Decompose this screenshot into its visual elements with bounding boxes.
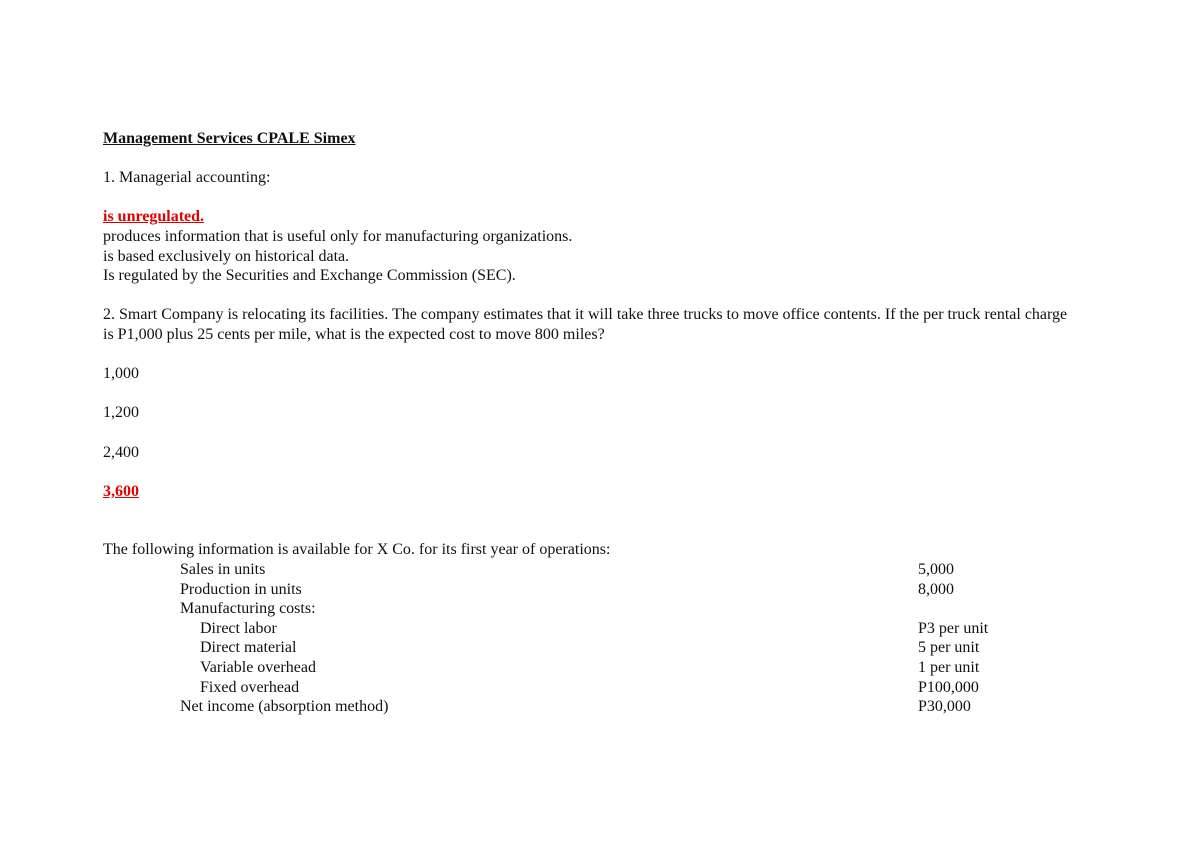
- question-2-option: 1,000: [103, 365, 139, 383]
- spacer: [103, 188, 1083, 208]
- question-2-option: 2,400: [103, 443, 139, 461]
- question-1-option: Is regulated by the Securities and Exchange Commission (SEC).: [103, 267, 516, 285]
- info-label: Manufacturing costs:: [180, 600, 316, 618]
- spacer: [103, 286, 1083, 306]
- question-1-option: is based exclusively on historical data.: [103, 247, 350, 265]
- spacer: [103, 521, 1083, 541]
- info-value: [918, 599, 1038, 619]
- spacer: [103, 501, 1083, 521]
- info-value: 5 per unit: [918, 639, 980, 657]
- info-label: Production in units: [180, 580, 302, 598]
- question-2-option: 1,200: [103, 404, 139, 422]
- table-row: [180, 599, 1038, 619]
- info-label: Net income (absorption method): [180, 698, 389, 716]
- info-label: Sales in units: [180, 561, 266, 579]
- table-row: [180, 580, 1038, 600]
- info-value: 1 per unit: [918, 659, 980, 677]
- info-value: P100,000: [918, 678, 979, 696]
- table-row: [180, 638, 1038, 658]
- info-label: Fixed overhead: [200, 678, 300, 696]
- info-label: Direct labor: [200, 619, 277, 637]
- table-row: [180, 697, 1038, 717]
- info-value: 8,000: [918, 580, 954, 598]
- question-2-option-correct: 3,600: [103, 482, 139, 500]
- question-2-text: 2. Smart Company is relocating its facilities. The company estimates that it will take three trucks to move office contents. If the per truck rental charge is P1,000 plus 25 cents per mile, what is the expected cost to move 800 miles?: [103, 306, 1068, 343]
- info-value: P30,000: [918, 698, 971, 716]
- spacer: [103, 149, 1083, 169]
- info-label: Direct material: [200, 639, 297, 657]
- info-table: [180, 560, 1038, 717]
- info-value: P3 per unit: [918, 619, 989, 637]
- info-label: Variable overhead: [200, 659, 316, 677]
- document-body: [103, 129, 1083, 717]
- question-1-option-correct: is unregulated.: [103, 208, 205, 226]
- spacer: [103, 345, 1083, 365]
- table-row: [180, 560, 1038, 580]
- table-row: [180, 678, 1038, 698]
- question-1-options: [103, 207, 1083, 285]
- info-value: 5,000: [918, 561, 954, 579]
- question-2-options: [103, 364, 1083, 501]
- question-1-text: 1. Managerial accounting:: [103, 169, 271, 187]
- question-1-option: produces information that is useful only for manufacturing organizations.: [103, 227, 573, 245]
- info-intro: The following information is available for X Co. for its first year of operations:: [103, 541, 611, 559]
- table-row: [180, 619, 1038, 639]
- document-title: Management Services CPALE Simex: [103, 130, 356, 147]
- table-row: [180, 658, 1038, 678]
